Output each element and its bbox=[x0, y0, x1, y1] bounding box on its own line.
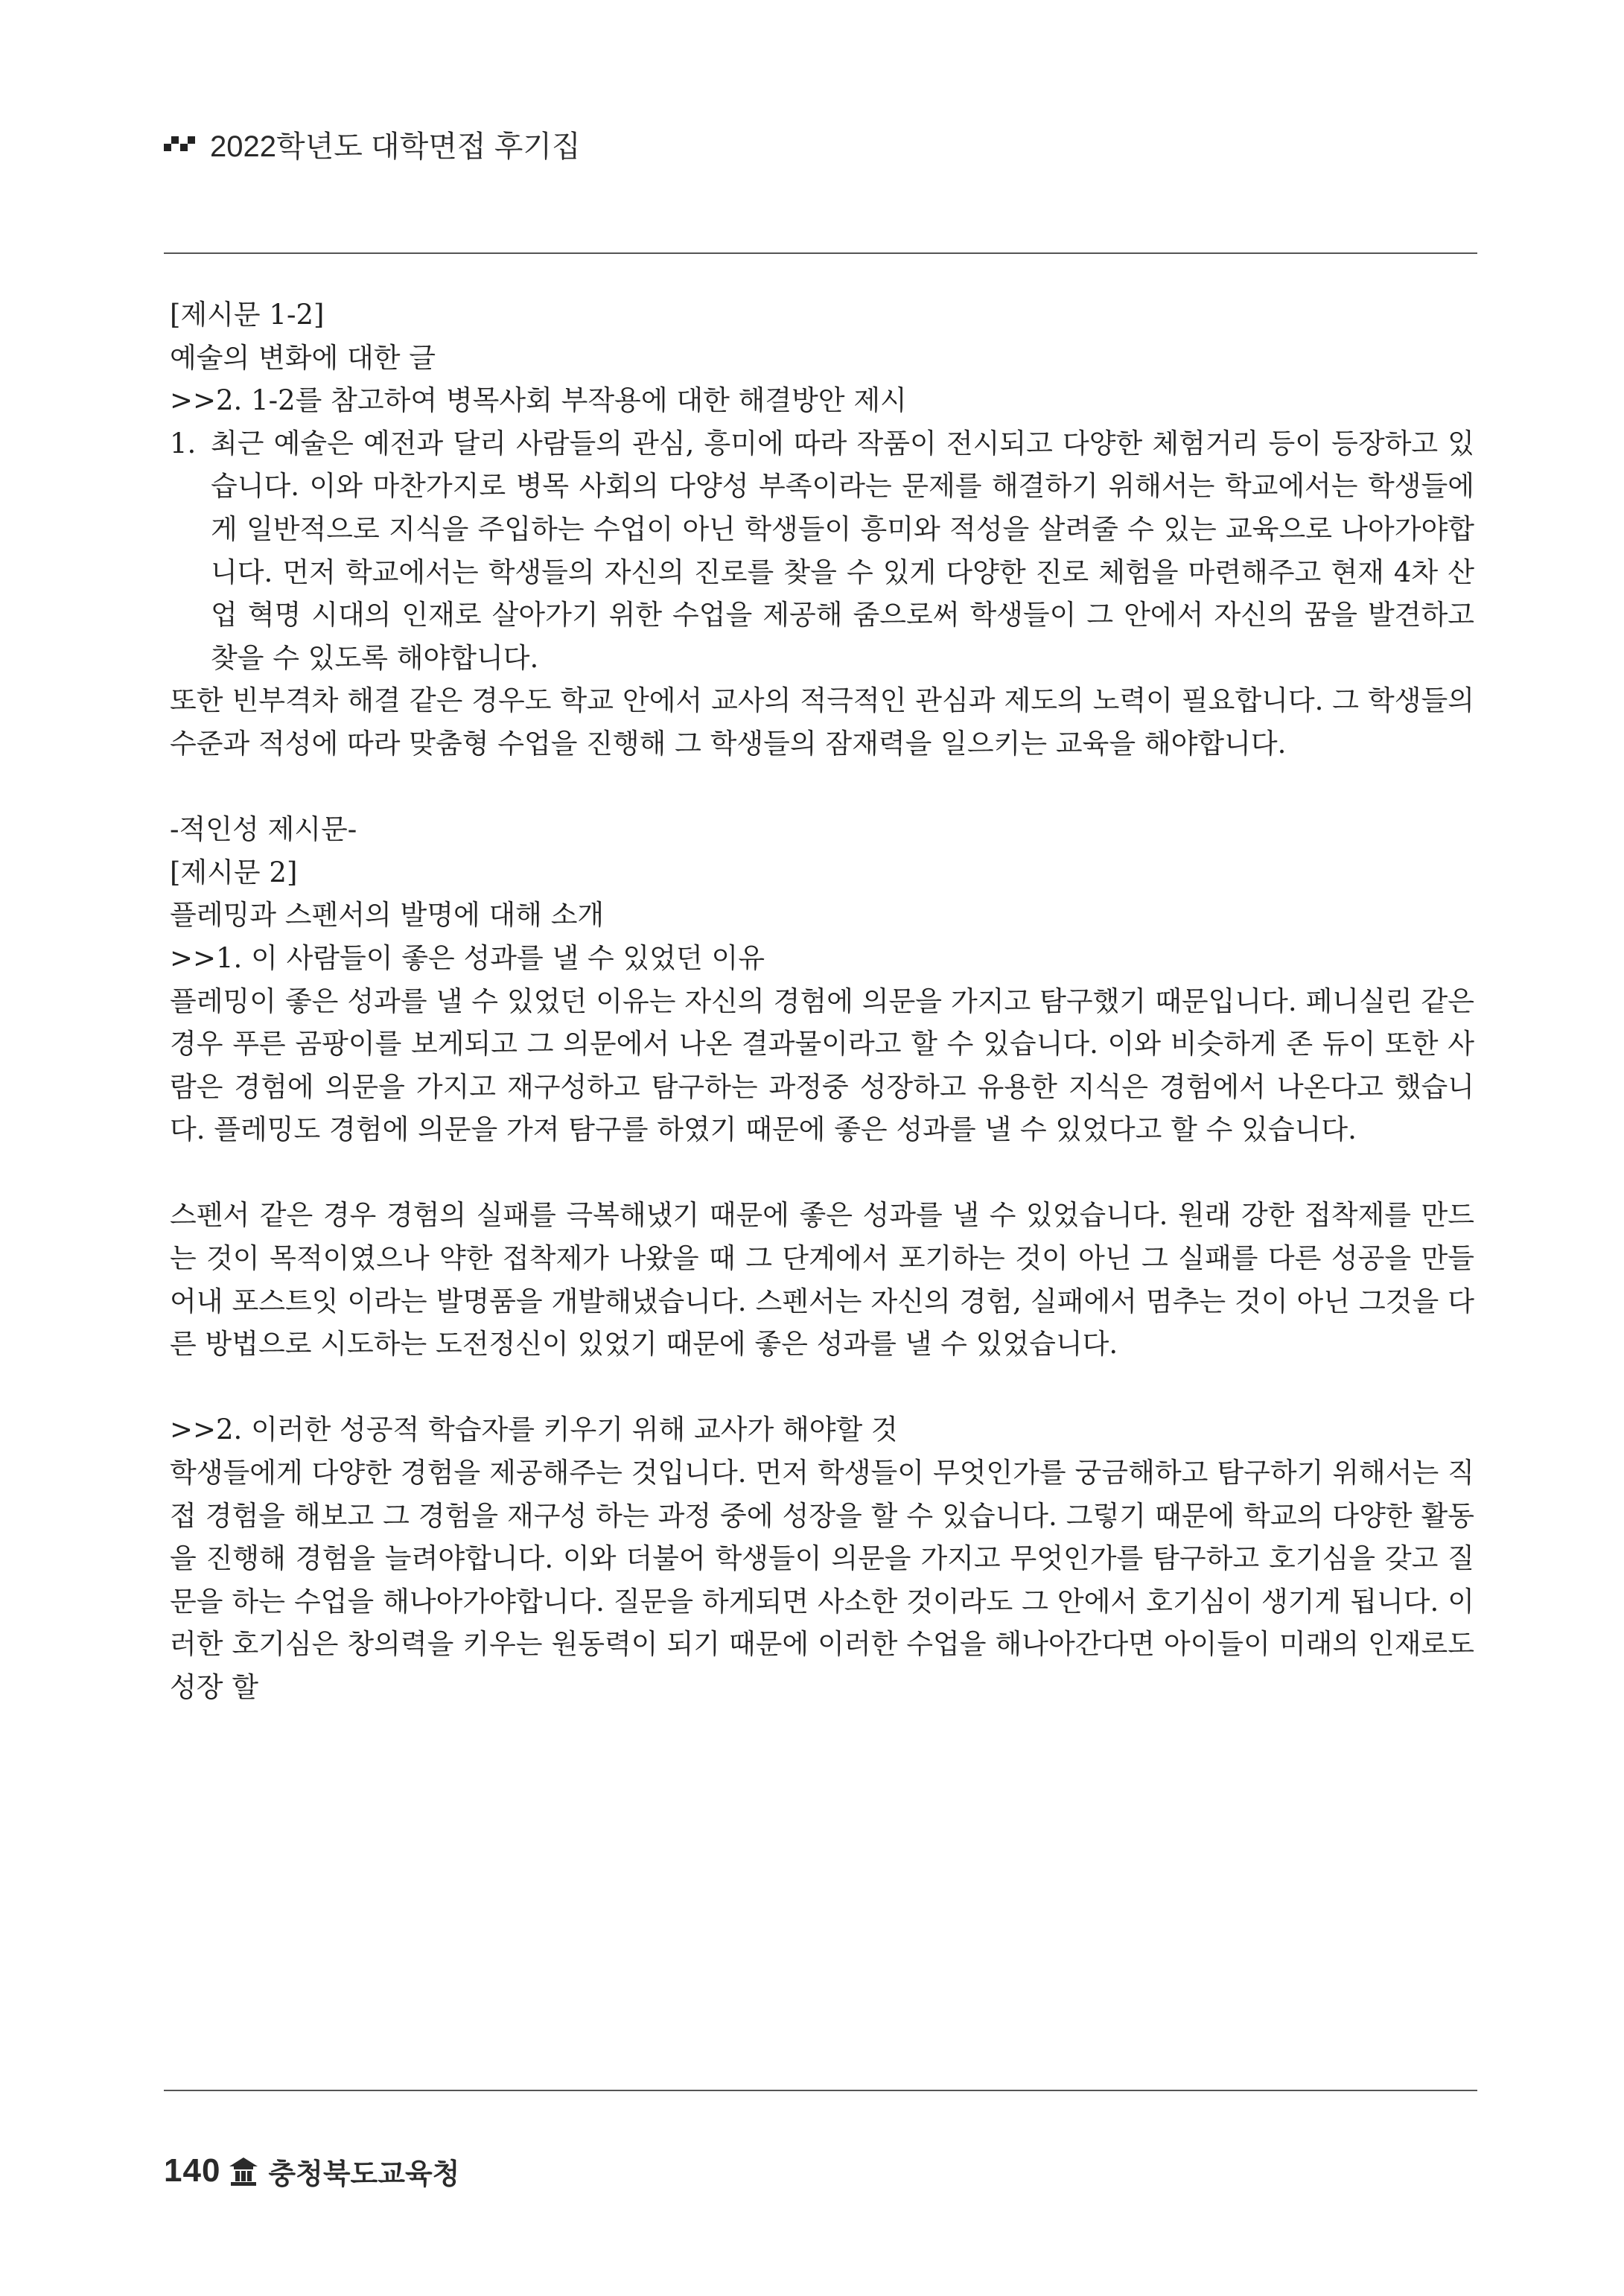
running-header bbox=[164, 125, 581, 162]
passage-label: [제시문 2] bbox=[170, 856, 298, 888]
answer-paragraph: 스펜서 같은 경우 경험의 실패를 극복해냈기 때문에 좋은 성과를 낼 수 있었습니다. 원래 강한 접착제를 만드는 것이 목적이였으나 약한 접착제가 나왔을 때 그 단계에서 포기하는 것이 아닌 그 실패를 다른 성공을 만들어내 포스트잇 이라는 발명품을 개발해냈습니다. 스펜서는 자신의 경험, 실패에서 멈추는 것이 아닌 그것을 다른 방법으로 시도하는 도전정신이 있었기 때문에 좋은 성과를 낼 수 있었습니다. bbox=[170, 1199, 1474, 1361]
list-number: 1. bbox=[170, 427, 197, 459]
answer-text: 최근 예술은 예전과 달리 사람들의 관심, 흥미에 따라 작품이 전시되고 다양한 체험거리 등이 등장하고 있습니다. 이와 마찬가지로 병목 사회의 다양성 부족이라는 문제를 해결하기 위해서는 학교에서는 학생들에게 일반적으로 지식을 주입하는 수업이 아닌 학생들이 흥미와 적성을 살려줄 수 있는 교육으로 나아가야합니다. 먼저 학교에서는 학생들의 자신의 진로를 찾을 수 있게 다양한 진로 체험을 마련해주고 현재 4차 산업 혁명 시대의 인재로 살아가기 위한 수업을 제공해 줌으로써 학생들이 그 안에서 자신의 꿈을 발견하고 찾을 수 있도록 해야합니다. bbox=[211, 427, 1474, 674]
header-mark-icon bbox=[164, 135, 198, 153]
bottom-divider bbox=[164, 2090, 1477, 2091]
question: >>1. 이 사람들이 좋은 성과를 낼 수 있었던 이유 bbox=[170, 941, 765, 974]
page-number: 140 bbox=[164, 2152, 221, 2189]
question: >>2. 이러한 성공적 학습자를 키우기 위해 교사가 해야할 것 bbox=[170, 1413, 898, 1446]
passage-topic: 플레밍과 스펜서의 발명에 대해 소개 bbox=[170, 899, 605, 932]
top-divider bbox=[164, 252, 1477, 254]
answer-paragraph: 또한 빈부격차 해결 같은 경우도 학교 안에서 교사의 적극적인 관심과 제도의 노력이 필요합니다. 그 학생들의 수준과 적성에 따라 맞춤형 수업을 진행해 그 학생들의 잠재력을 일으키는 교육을 해야합니다. bbox=[170, 684, 1474, 760]
answer-paragraph: 플레밍이 좋은 성과를 낼 수 있었던 이유는 자신의 경험에 의문을 가지고 탐구했기 때문입니다. 페니실린 같은 경우 푸른 곰팡이를 보게되고 그 의문에서 나온 결과물이라고 할 수 있습니다. 이와 비슷하게 존 듀이 또한 사람은 경험에 의문을 가지고 재구성하고 탐구하는 과정중 성장하고 유용한 지식은 경험에서 나온다고 했습니다. 플레밍도 경험에 의문을 가져 탐구를 하였기 때문에 좋은 성과를 낼 수 있었다고 할 수 있습니다. bbox=[170, 985, 1474, 1146]
passage-label: [제시문 1-2] bbox=[170, 299, 325, 331]
education-office-logo-icon bbox=[226, 2155, 261, 2187]
running-footer bbox=[164, 2145, 459, 2197]
page-body bbox=[170, 293, 1474, 1709]
answer-paragraph: 학생들에게 다양한 경험을 제공해주는 것입니다. 먼저 학생들이 무엇인가를 궁금해하고 탐구하기 위해서는 직접 경험을 해보고 그 경험을 재구성 하는 과정 중에 성장을 할 수 있습니다. 그렇기 때문에 학교의 다양한 활동을 진행해 경험을 늘려야합니다. 이와 더불어 학생들이 의문을 가지고 무엇인가를 탐구하고 호기심을 갖고 질문을 하는 수업을 해나아가야합니다. 질문을 하게되면 사소한 것이라도 그 안에서 호기심이 생기게 됩니다. 이러한 호기심은 창의력을 키우는 원동력이 되기 때문에 이러한 수업을 해나아간다면 아이들이 미래의 인재로도 성장 할 bbox=[170, 1457, 1474, 1703]
organization-name: 충청북도교육청 bbox=[268, 2158, 460, 2190]
section-heading: -적인성 제시문- bbox=[170, 813, 357, 846]
header-title: 2022학년도 대학면접 후기집 bbox=[210, 130, 581, 163]
question: >>2. 1-2를 참고하여 병목사회 부작용에 대한 해결방안 제시 bbox=[170, 384, 907, 417]
answer-list-item bbox=[170, 422, 1474, 680]
passage-topic: 예술의 변화에 대한 글 bbox=[170, 341, 436, 374]
